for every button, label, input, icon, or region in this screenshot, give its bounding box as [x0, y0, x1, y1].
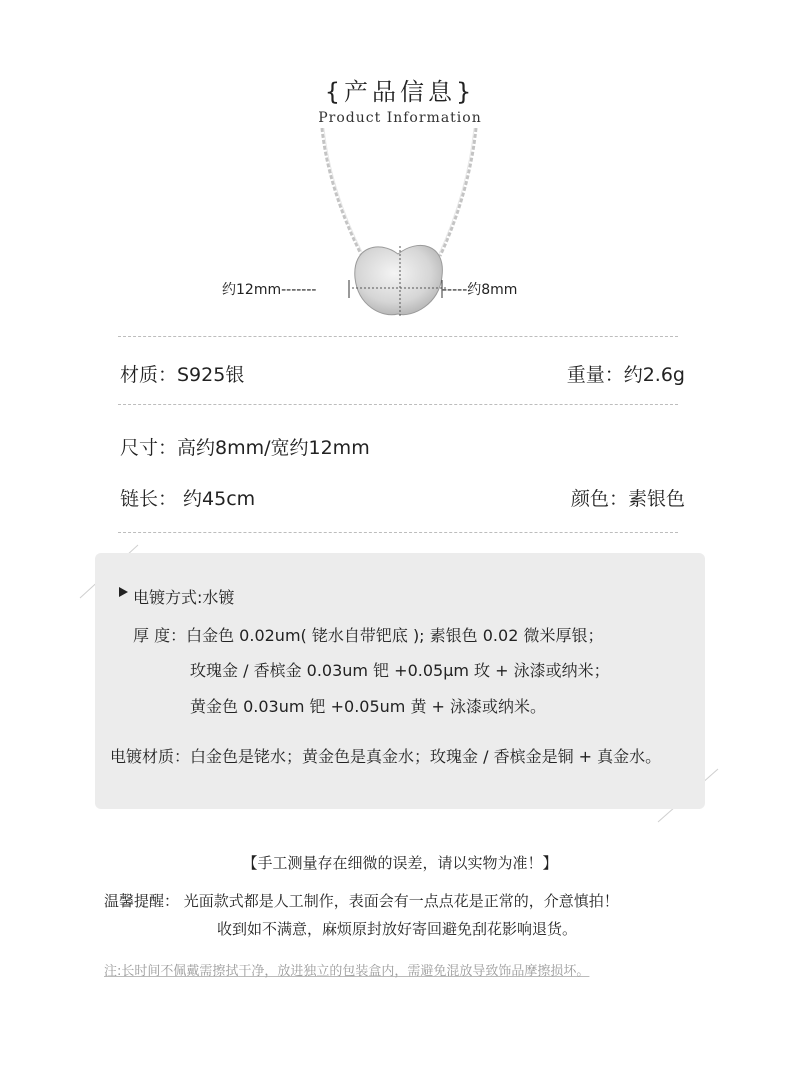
divider [118, 404, 678, 405]
triangle-bullet-icon [119, 587, 129, 597]
plating-thickness-gold: 黄金色 0.03um 钯 +0.05um 黄 + 泳漆或纳米。 [190, 697, 547, 716]
divider [118, 336, 678, 337]
plating-material: 电镀材质：白金色是铑水；黄金色是真金水；玫瑰金 / 香槟金是铜 + 真金水。 [110, 747, 662, 766]
section-subtitle: Product Information [318, 110, 482, 126]
plating-method: 电镀方式:水镀 [133, 588, 235, 607]
care-tip: 温馨提醒： 光面款式都是人工制作，表面会有一点点花是正常的，介意慎拍！ [104, 892, 619, 910]
width-dimension-label: 约12mm------- [222, 282, 317, 298]
chain-length-spec: 链长： 约45cm [120, 488, 256, 510]
handmade-notice: 【手工测量存在细微的误差，请以实物为准！】 [242, 854, 558, 872]
material-spec: 材质：S925银 [120, 364, 245, 386]
size-spec: 尺寸：高约8mm/宽约12mm [120, 437, 370, 459]
color-spec: 颜色：素银色 [570, 488, 685, 510]
weight-spec: 重量：约2.6g [566, 364, 685, 386]
divider [118, 532, 678, 533]
section-title: {产品信息} [324, 78, 476, 106]
plating-thickness-rose: 玫瑰金 / 香槟金 0.03um 钯 +0.05μm 玫 + 泳漆或纳米； [190, 661, 610, 680]
storage-note: 注:长时间不佩戴需擦拭干净，放进独立的包装盒内，需避免混放导致饰品摩擦损坏。 [104, 964, 590, 979]
plating-thickness: 厚 度：白金色 0.02um( 铑水自带钯底 ); 素银色 0.02 微米厚银； [133, 626, 604, 645]
height-dimension-label: -----约8mm [442, 282, 518, 298]
return-tip: 收到如不满意，麻烦原封放好寄回避免刮花影响退货。 [217, 920, 578, 938]
